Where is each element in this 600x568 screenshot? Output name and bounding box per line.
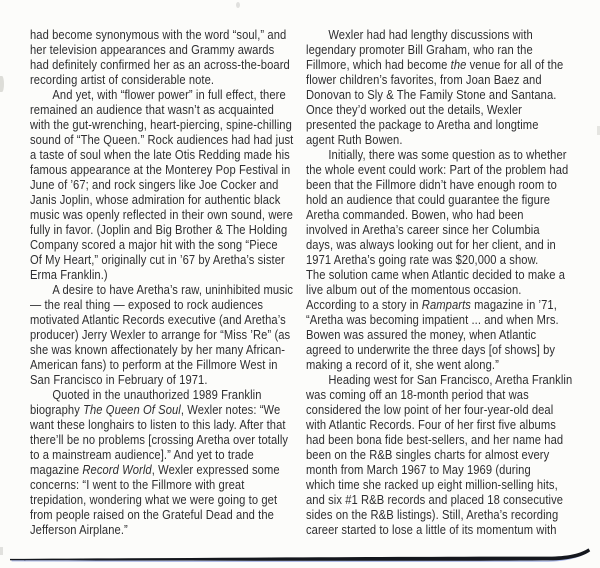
text-segment: remained an audience that wasn’t as acquainted bbox=[30, 102, 274, 117]
text-segment: — the real thing — exposed to rock audiences bbox=[30, 297, 264, 312]
italic-text-segment: Record World bbox=[82, 462, 152, 477]
text-segment: Quoted in the unauthorized 1989 Franklin bbox=[52, 387, 262, 402]
text-segment: A desire to have Aretha’s raw, uninhibited music bbox=[52, 282, 294, 297]
text-segment: , Wexler expressed some bbox=[151, 462, 280, 477]
text-segment: legendary promoter Bill Graham, who ran the bbox=[306, 42, 533, 57]
text-segment: American fans) to perform at the Fillmore West in bbox=[30, 357, 278, 372]
text-segment: Jefferson Airplane.” bbox=[30, 522, 128, 537]
text-segment: her television appearances and Grammy awards bbox=[30, 42, 275, 57]
text-segment: presented the package to Aretha and longtime bbox=[306, 117, 539, 132]
text-segment: making a record of it, she went along.” bbox=[306, 357, 499, 372]
text-segment: want these longhairs to listen to this lady. After that bbox=[30, 417, 286, 432]
text-segment: 1971 Aretha’s going rate was $20,000 a show. bbox=[306, 252, 539, 267]
text-segment: Erma Franklin.) bbox=[30, 267, 108, 282]
text-segment: biography bbox=[30, 402, 84, 417]
text-segment: days, was always looking out for her client, and in bbox=[306, 237, 556, 252]
text-segment: considered the low point of her four-year-old deal bbox=[306, 402, 554, 417]
text-segment: career started to lose a little of its momentum with bbox=[306, 522, 557, 537]
text-segment: sound of “The Queen.” Rock audiences had had just bbox=[30, 132, 294, 147]
text-segment: she was known affectionately by her many African- bbox=[30, 342, 286, 357]
italic-text-segment: The Queen Of Soul bbox=[83, 402, 181, 417]
text-segment: with the gut-wrenching, heart-piercing, spine-chilling bbox=[30, 117, 292, 132]
text-segment: According to a story in bbox=[306, 297, 422, 312]
text-segment: , Wexler notes: “We bbox=[180, 402, 281, 417]
text-segment: magazine bbox=[30, 462, 83, 477]
text-segment: with Atlantic Records. Four of her first five albums bbox=[306, 417, 556, 432]
text-segment: producer) Jerry Wexler to arrange for “Miss ’Re” (as bbox=[30, 327, 291, 342]
text-segment: to a mainstream audience].” And yet to trade bbox=[30, 447, 254, 462]
italic-text-segment: the bbox=[450, 57, 467, 72]
text-segment: Company scored a major hit with the song “Piece bbox=[30, 237, 278, 252]
text-segment: Fillmore, which had become bbox=[306, 57, 451, 72]
text-segment: motivated Atlantic Records executive (and Aretha’s bbox=[30, 312, 286, 327]
text-segment: And yet, with “flower power” in full effect, there bbox=[52, 87, 286, 102]
text-segment: “Aretha was becoming impatient ... and when Mrs. bbox=[306, 312, 559, 327]
text-segment: music was openly reflected in their own sound, were bbox=[30, 207, 293, 222]
text-segment: fully in favor. (Joplin and Big Brother & The Holding bbox=[30, 222, 288, 237]
text-segment: Of My Heart,” originally cut in ’67 by Aretha’s sister bbox=[30, 252, 285, 267]
text-segment: famous appearance at the Monterey Pop Festival in bbox=[30, 162, 291, 177]
text-segment: flower children’s favorites, from Joan Baez and bbox=[306, 72, 542, 87]
text-segment: recording artist of considerable note. bbox=[30, 72, 215, 87]
text-segment: June of ’67; and rock singers like Joe Cocker and bbox=[30, 177, 279, 192]
text-segment: Once they’d worked out the details, Wexler bbox=[306, 102, 522, 117]
text-segment: was coming off an 18-month period that was bbox=[306, 387, 529, 402]
text-segment: The solution came when Atlantic decided to make a bbox=[306, 267, 566, 282]
text-segment: involved in Aretha’s career since her Columbia bbox=[306, 222, 540, 237]
text-segment: been on the R&B singles charts for almost every bbox=[306, 447, 550, 462]
text-segment: and six #1 R&B records and placed 18 consecutive bbox=[306, 492, 564, 507]
text-segment: been that the Fillmore didn’t have enough room to bbox=[306, 177, 557, 192]
text-segment: Initially, there was some question as to whether bbox=[328, 147, 567, 162]
text-segment: venue for all of the bbox=[466, 57, 564, 72]
text-segment: Donovan to Sly & The Family Stone and Santana. bbox=[306, 87, 557, 102]
text-segment: a taste of soul when the late Otis Redding made his bbox=[30, 147, 290, 162]
text-segment: had become synonymous with the word “soul,” and bbox=[30, 27, 287, 42]
text-segment: Bowen was assured the money, when Atlantic bbox=[306, 327, 537, 342]
text-segment: sides on the R&B listings). Still, Aretha’s recording bbox=[306, 507, 559, 522]
text-segment: live album out of the momentous occasion. bbox=[306, 282, 522, 297]
text-segment: month from March 1967 to May 1969 (during bbox=[306, 462, 531, 477]
text-segment: San Francisco in February of 1971. bbox=[30, 372, 208, 387]
text-segment: magazine in ’71, bbox=[470, 297, 557, 312]
text-segment: Heading west for San Francisco, Aretha Franklin bbox=[328, 372, 573, 387]
text-segment: there’ll be no problems [crossing Aretha over totally bbox=[30, 432, 289, 447]
text-segment: the whole event could work: Part of the problem had bbox=[306, 162, 569, 177]
text-segment: had been bona fide best-sellers, and her name had bbox=[306, 432, 564, 447]
italic-text-segment: Ramparts bbox=[421, 297, 471, 312]
text-segment: trepidation, wondering what we were going to get bbox=[30, 492, 278, 507]
text-segment: had definitely confirmed her as an across-the-board bbox=[30, 57, 290, 72]
bottom-edge-stroke bbox=[10, 548, 590, 560]
text-segment: Janis Joplin, whose admiration for authentic black bbox=[30, 192, 281, 207]
text-segment: Wexler had had lengthy discussions with bbox=[328, 27, 533, 42]
text-segment: which time she racked up eight million-selling hits, bbox=[306, 477, 558, 492]
text-segment: hold an audience that could guarantee the figure bbox=[306, 192, 551, 207]
text-segment: from people raised on the Grateful Dead and the bbox=[30, 507, 274, 522]
text-segment: Aretha commanded. Bowen, who had been bbox=[306, 207, 524, 222]
text-segment: agreed to underwrite the three days [of shows] by bbox=[306, 342, 556, 357]
text-segment: agent Ruth Bowen. bbox=[306, 132, 403, 147]
text-segment: concerns: “I went to the Fillmore with great bbox=[30, 477, 245, 492]
